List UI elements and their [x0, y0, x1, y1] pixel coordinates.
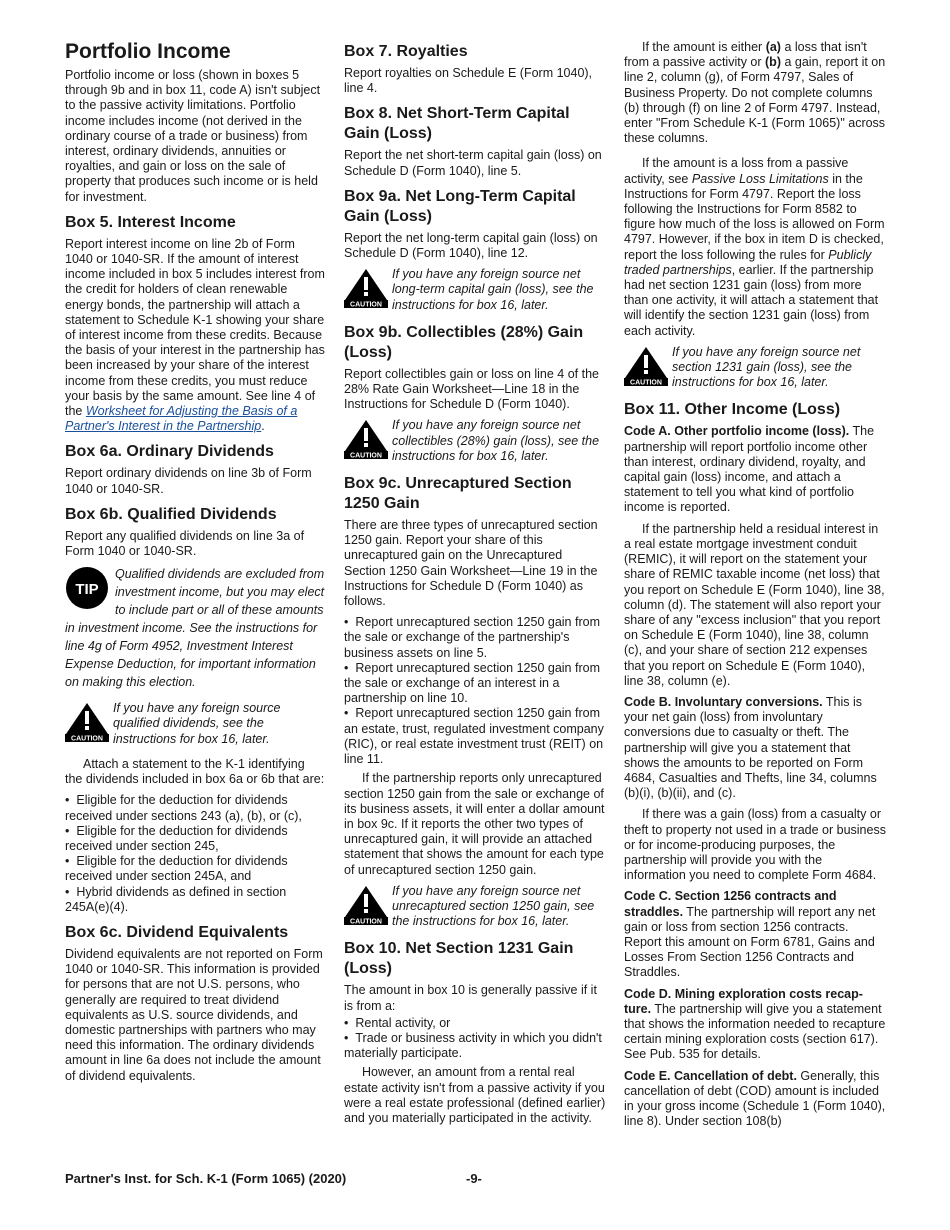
box9a-heading: Box 9a. Net Long-Term Capital Gain (Loss): [344, 187, 576, 225]
caution-text: If you have any foreign source net section 1231 gain (loss), see the instructions for box 16, later.: [672, 344, 861, 390]
caution-text: If you have any foreign source net long-term capital gain (loss), see the instructions for box 16, later.: [392, 267, 594, 312]
column-3: [624, 40, 886, 1135]
caution-icon: [624, 346, 668, 386]
box9b-heading: Box 9b. Collectibles (28%) Gain (Loss): [344, 323, 584, 361]
list-item: • Eligible for the deduction for dividends received under section 245A, and: [65, 854, 325, 884]
tip-icon: [65, 566, 109, 610]
box10-list: [344, 1016, 606, 1062]
box7-heading: Box 7. Royalties: [344, 43, 468, 60]
col3-para-1: If the amount is either (a) a loss that isn't from a passive activity or (b) a gain, report it on line 2, column (g), of Form 4797, Sales of Business Property. Do not complete columns (b) through (f) on line 2 of Form 4797. Instead, enter "From Schedule K-1 (Form 1065)" across these columns.: [624, 40, 886, 146]
dividend-list: [65, 793, 325, 915]
box7-text: Report royalties on Schedule E (Form 1040), line 4.: [344, 66, 593, 96]
svg-text:CAUTION: CAUTION: [350, 301, 382, 309]
caution-note-4: [344, 884, 606, 930]
box6a-text: Report ordinary dividends on line 3b of Form 1040 or 1040-SR.: [65, 466, 312, 496]
list-item: • Rental activity, or: [344, 1016, 606, 1031]
worksheet-link[interactable]: Worksheet for Adjusting the Basis of a Partner's Interest in the Partnership: [65, 404, 298, 434]
list-item: • Hybrid dividends as defined in section 245A(e)(4).: [65, 885, 325, 915]
svg-text:CAUTION: CAUTION: [350, 452, 382, 460]
attach-text: Attach a statement to the K-1 identifying the dividends included in box 6a or 6b that are:: [65, 756, 325, 787]
tip-text: Qualified dividends are excluded from investment income, but you may elect to include part or all of these amounts in investment income. See the instructions for line 4g of Form 4952, Investment Interest Expense Deduction, for important information on making this election.: [65, 567, 325, 690]
list-item: • Trade or business activity in which you didn't materially participate.: [344, 1031, 606, 1061]
codeC-text: Code C. Section 1256 contracts and straddles. The partnership will report any net gain or loss from section 1256 contracts. Report this amount on Form 6781, Gains and Losses From Section 1256 Contracts and Straddles.: [624, 889, 876, 980]
box6c-text: Dividend equivalents are not reported on Form 1040 or 1040-SR. This information is provided for persons that are not U.S. persons, who generally are required to treat dividend equivalents as U.S. source dividends, and domestic partnerships with partners who may need this information. The ordinary dividends amount in line 6a does not include the amount of dividend equivalents.: [65, 946, 323, 1083]
box10-heading: Box 10. Net Section 1231 Gain (Loss): [344, 940, 574, 978]
col3-para-2: If the amount is a loss from a passive activity, see Passive Loss Limitations in the Instructions for Form 4797. Report the loss following the Instructions for Form 8582 to figure how much of the loss is allowed on Form 4797. However, if the box in item D is checked, report the loss following the rules for Publicly traded partnerships, earlier. If the partnership had net section 1231 gain (loss) from more than one activity, it will attach a statement that will identify the section 1231 gain (loss) from each activity.: [624, 156, 885, 338]
codeA-text: Code A. Other portfolio income (loss). The partnership will report portfolio income other than interest, ordinary dividend, royalty, and capital gain (loss) income, and attach a statement to tell you what kind of portfolio income is reported.: [624, 424, 875, 515]
list-item: • Report unrecaptured section 1250 gain from the sale or exchange of an interest in a partnership on line 10.: [344, 661, 606, 707]
box9c-heading: Box 9c. Unrecaptured Section 1250 Gain: [344, 475, 572, 513]
caution-text: If you have any foreign source net unrecaptured section 1250 gain, see the instructions for box 16, later.: [392, 883, 595, 929]
box5-heading: Box 5. Interest Income: [65, 213, 236, 231]
section-title: Portfolio Income: [65, 40, 231, 63]
box11-heading: Box 11. Other Income (Loss): [624, 401, 841, 419]
box10-text: The amount in box 10 is generally passive if it is from a:: [344, 983, 597, 1013]
footer-title: Partner's Inst. for Sch. K-1 (Form 1065) (2020): [65, 1171, 347, 1186]
list-item: • Eligible for the deduction for dividends received under sections 243 (a), (b), or (c),: [65, 793, 325, 823]
box5-text: Report interest income on line 2b of Form 1040 or 1040-SR. If the amount of interest income included in box 5 includes interest from the credit for holders of clean renewable energy bonds, the partnership will attach a statement to Schedule K-1 showing your share of interest income from these credits. Because the basis of your interest in the partnership has been increased by your share of the interest income from these credits, you must reduce your basis by the same amount. See line 4 of the Worksheet for Adjusting the Basis of a Partner's Interest in the Partnership.: [65, 236, 325, 434]
column-1: [65, 40, 325, 1090]
box9a-text: Report the net long-term capital gain (loss) on Schedule D (Form 1040), line 12.: [344, 230, 598, 261]
caution-icon: [344, 268, 388, 308]
box9b-text: Report collectibles gain or loss on line 4 of the 28% Rate Gain Worksheet—Line 18 in the Instructions for Schedule D (Form 1040).: [344, 366, 600, 412]
svg-text:CAUTION: CAUTION: [71, 735, 103, 743]
caution-note-1: [65, 701, 325, 747]
box10-text-2: However, an amount from a rental real estate activity isn't from a passive activity if you were a real estate professional (defined earlier) and you materially participated in the activity.: [344, 1065, 606, 1125]
box6c-heading: Box 6c. Dividend Equivalents: [65, 923, 289, 941]
caution-text: If you have any foreign source net collectibles (28%) gain (loss), see the instructions for box 16, later.: [392, 418, 600, 463]
box9c-text: There are three types of unrecaptured section 1250 gain. Report your share of this unrecaptured gain on the Unrecaptured Section 1250 Gain Worksheet—Line 19 in the Instructions for Schedule D (Form 1040) as follows.: [344, 518, 598, 609]
list-item: • Report unrecaptured section 1250 gain from the sale or exchange of the partnership's business assets on line 5.: [344, 615, 606, 661]
caution-icon: [65, 702, 109, 742]
caution-note-2: [344, 267, 606, 313]
codeB-text: Code B. Involuntary conversions. This is your net gain (loss) from involuntary conversions due to casualty or theft. The partnership will give you a statement that shows the amounts to be reported on Form 4684, Casualties and Thefts, line 34, columns (b)(i), (b)(ii), and (c).: [624, 694, 877, 801]
svg-text:CAUTION: CAUTION: [350, 918, 382, 925]
section1250-list: [344, 615, 606, 767]
svg-text:TIP: TIP: [75, 581, 99, 599]
box6b-text: Report any qualified dividends on line 3a of Form 1040 or 1040-SR.: [65, 528, 305, 559]
box6b-heading: Box 6b. Qualified Dividends: [65, 505, 277, 523]
box9c-text-2: If the partnership reports only unrecaptured section 1250 gain from the sale or exchange of its business assets, it will enter a dollar amount in box 9c. If it reports the other two types of unrecaptured gain, it will provide an attached statement that shows the amount for each type of unrecaptured section 1250 gain.: [344, 771, 605, 877]
tip-note: [65, 565, 325, 691]
caution-text: If you have any foreign source qualified dividends, see the instructions for box 16, later.: [113, 701, 281, 746]
codeA-text-2: If the partnership held a residual interest in a real estate mortgage investment conduit (REMIC), it will report on the statement your share of REMIC taxable income (net loss) that you report on Schedule E (Form 1040), line 38, column (d). The statement will also report your share of any "excess inclusion" that you report on Schedule E (Form 1040), line 38, column (c), and your share of section 212 expenses that you report on Schedule E (Form 1040), line 38, column (e).: [624, 521, 885, 688]
codeE-text: Code E. Cancellation of debt. Generally, this cancellation of debt (COD) amount is included in your gross income (Schedule 1 (Form 1040), line 8). Under section 108(b): [624, 1068, 886, 1129]
list-item: • Report unrecaptured section 1250 gain from an estate, trust, regulated investment company (RIC), or real estate investment trust (REIT) on line 11.: [344, 706, 606, 767]
box8-heading: Box 8. Net Short-Term Capital Gain (Loss): [344, 105, 570, 143]
caution-note-5: [624, 345, 886, 391]
page-number: -9-: [466, 1171, 482, 1186]
column-2: [344, 40, 606, 1132]
codeD-text: Code D. Mining exploration costs recap-ture. The partnership will give you a statement that shows the information needed to recapture certain mining exploration costs (section 617). See Pub. 535 for details.: [624, 986, 886, 1062]
portfolio-intro: Portfolio income or loss (shown in boxes 5 through 9b and in box 11, code A) isn't subject to the passive activity limitations. Portfolio income includes income (not derived in the ordinary course of a trade or business) from interest, ordinary dividends, annuities or royalties, and gain or loss on the sale of property that produces such income or is held for investment.: [65, 68, 321, 204]
box8-text: Report the net short-term capital gain (loss) on Schedule D (Form 1040), line 5.: [344, 148, 602, 178]
list-item: • Eligible for the deduction for dividends received under section 245,: [65, 824, 325, 854]
box6a-heading: Box 6a. Ordinary Dividends: [65, 443, 274, 461]
caution-note-3: [344, 418, 606, 464]
codeB-text-2: If there was a gain (loss) from a casualty or theft to property not used in a trade or business or for income-producing purposes, the partnership will provide you with the information you need to complete Form 4684.: [624, 807, 886, 883]
caution-icon: [344, 885, 388, 925]
caution-icon: [344, 419, 388, 459]
svg-text:CAUTION: CAUTION: [630, 379, 662, 386]
